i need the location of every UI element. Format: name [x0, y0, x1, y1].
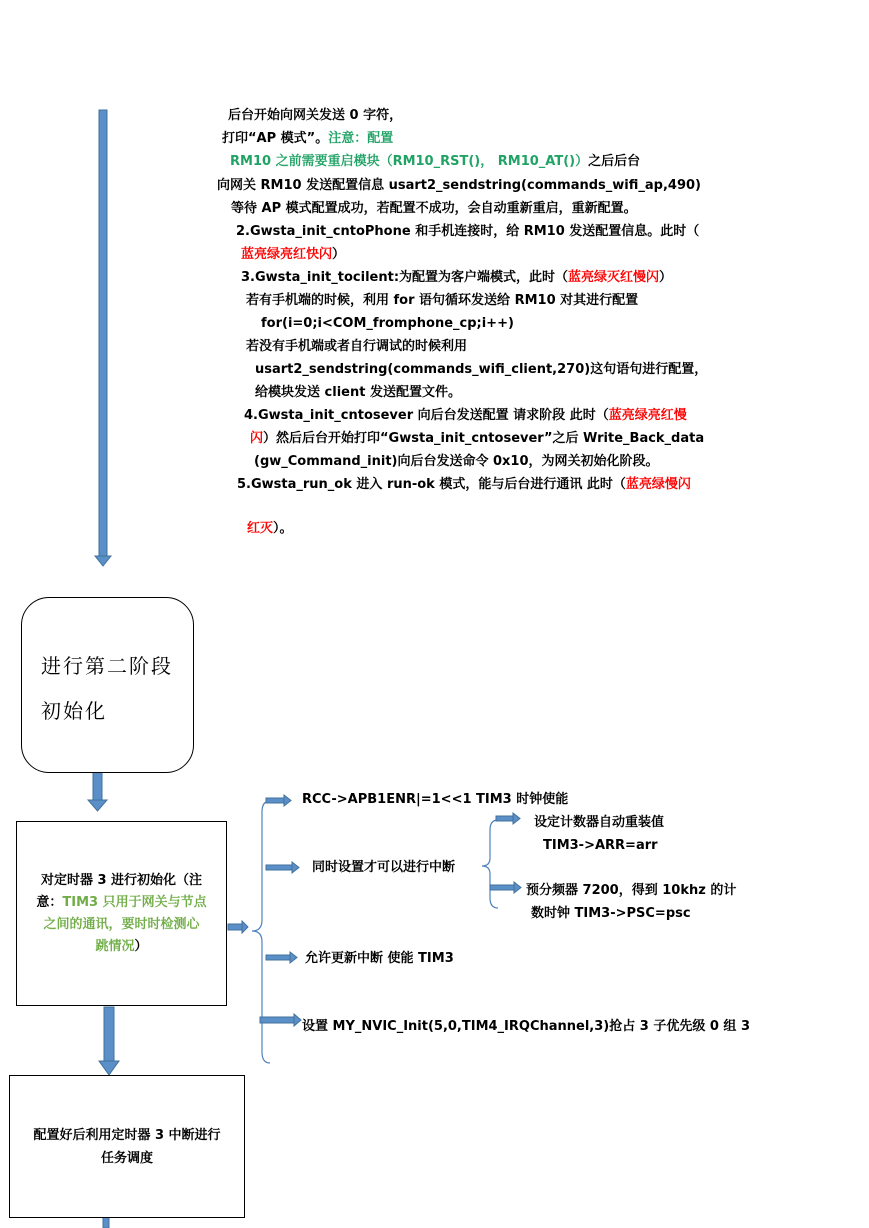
timer3-init-box: [16, 821, 227, 1006]
note-line-8: 3.Gwsta_init_tocilent:为配置为客户端模式，此时（蓝亮绿灭红慢闪）: [241, 270, 673, 285]
note-line-18: 红灭）。: [247, 521, 293, 536]
sub-branch-label-2b: 数时钟 TIM3->PSC=psc: [531, 906, 691, 921]
branch-arrow-4: [260, 1014, 301, 1026]
branch-arrow-3: [266, 952, 297, 963]
stage2-init-box: [21, 597, 194, 773]
task-schedule-box: [9, 1075, 245, 1218]
sub-brace: [482, 820, 498, 908]
sub-branch-arrow-2: [490, 882, 521, 893]
note-line-3: RM10 之前需要重启模块（RM10_RST()， RM10_AT()）之后后台: [230, 154, 641, 169]
note-line-14: 4.Gwsta_init_cntosever 向后台发送配置 请求阶段 此时（蓝亮绿亮红慢: [244, 408, 687, 423]
note-line-6: 2.Gwsta_init_cntoPhone 和手机连接时，给 RM10 发送配置信息。此时（: [236, 224, 700, 239]
note-line-9: 若有手机端的时候，利用 for 语句循环发送给 RM10 对其进行配置: [246, 293, 639, 308]
sub-branch-label-2a: 预分频器 7200，得到 10khz 的计: [526, 883, 737, 898]
stage2-to-timer-arrow: [88, 772, 107, 811]
timer3-box-text: 对定时器 3 进行初始化（注 意：TIM3 只用于网关与节点 之间的通讯，要时时检测心 跳情况）: [36, 873, 207, 954]
stage2-line-2: 初始化: [41, 699, 107, 723]
led-status-fast-blink: 蓝亮绿亮红快闪: [241, 247, 333, 262]
top-flow-arrow: [95, 110, 111, 566]
note-line-13: 给模块发送 client 发送配置文件。: [255, 385, 461, 400]
branch-label-3: 允许更新中断 使能 TIM3: [305, 951, 454, 966]
note-line-7: 蓝亮绿亮红快闪）: [241, 247, 346, 262]
note-line-15: 闪）然后后台开始打印“Gwsta_init_cntosever”之后 Write_Back_data: [250, 431, 705, 446]
schedule-box-text: 配置好后利用定时器 3 中断进行 任务调度: [33, 1128, 221, 1166]
sub-branch-arrow-1: [496, 813, 520, 824]
led-status-slow-blink: 蓝亮绿灭红慢闪: [568, 270, 660, 285]
sub-branch-label-1b: TIM3->ARR=arr: [543, 838, 658, 853]
branch-label-2: 同时设置才可以进行中断: [312, 860, 456, 875]
timer-to-brace-arrow: [228, 921, 248, 933]
timer-to-schedule-arrow: [99, 1007, 119, 1075]
note-line-16: (gw_Command_init)向后台发送命令 0x10，为网关初始化阶段。: [254, 454, 659, 469]
note-line-5: 等待 AP 模式配置成功，若配置不成功，会自动重新重启，重新配置。: [231, 201, 637, 216]
main-brace: [252, 801, 270, 1063]
led-status-run-ok: 蓝亮绿慢闪: [625, 477, 691, 492]
sub-branch-label-1a: 设定计数器自动重装值: [534, 815, 665, 830]
note-warning: 注意：配置: [328, 131, 394, 146]
note-line-4: 向网关 RM10 发送配置信息 usart2_sendstring(commands_wifi_ap,490): [217, 178, 701, 193]
branch-label-4: 设置 MY_NVIC_Init(5,0,TIM4_IRQChannel,3)抢占 3 子优先级 0 组 3: [302, 1019, 750, 1034]
note-line-10: for(i=0;i<COM_fromphone_cp;i++): [261, 316, 514, 331]
branch-arrow-1: [266, 795, 291, 806]
branch-label-1: RCC->APB1ENR|=1<<1 TIM3 时钟使能: [302, 792, 569, 807]
note-line-2: 打印“AP 模式”。注意：配置: [222, 131, 394, 146]
branch-arrow-2: [266, 862, 299, 873]
note-line-12: usart2_sendstring(commands_wifi_client,270)这句语句进行配置，: [255, 362, 708, 377]
stage2-line-1: 进行第二阶段: [41, 654, 173, 678]
note-line-11: 若没有手机端或者自行调试的时候利用: [246, 339, 468, 354]
note-line-17: 5.Gwsta_run_ok 进入 run-ok 模式，能与后台进行通讯 此时（蓝亮绿慢闪: [237, 477, 691, 492]
note-line-1: 后台开始向网关发送 0 字符，: [228, 108, 403, 123]
led-status-sever: 蓝亮绿亮红慢: [608, 408, 687, 423]
